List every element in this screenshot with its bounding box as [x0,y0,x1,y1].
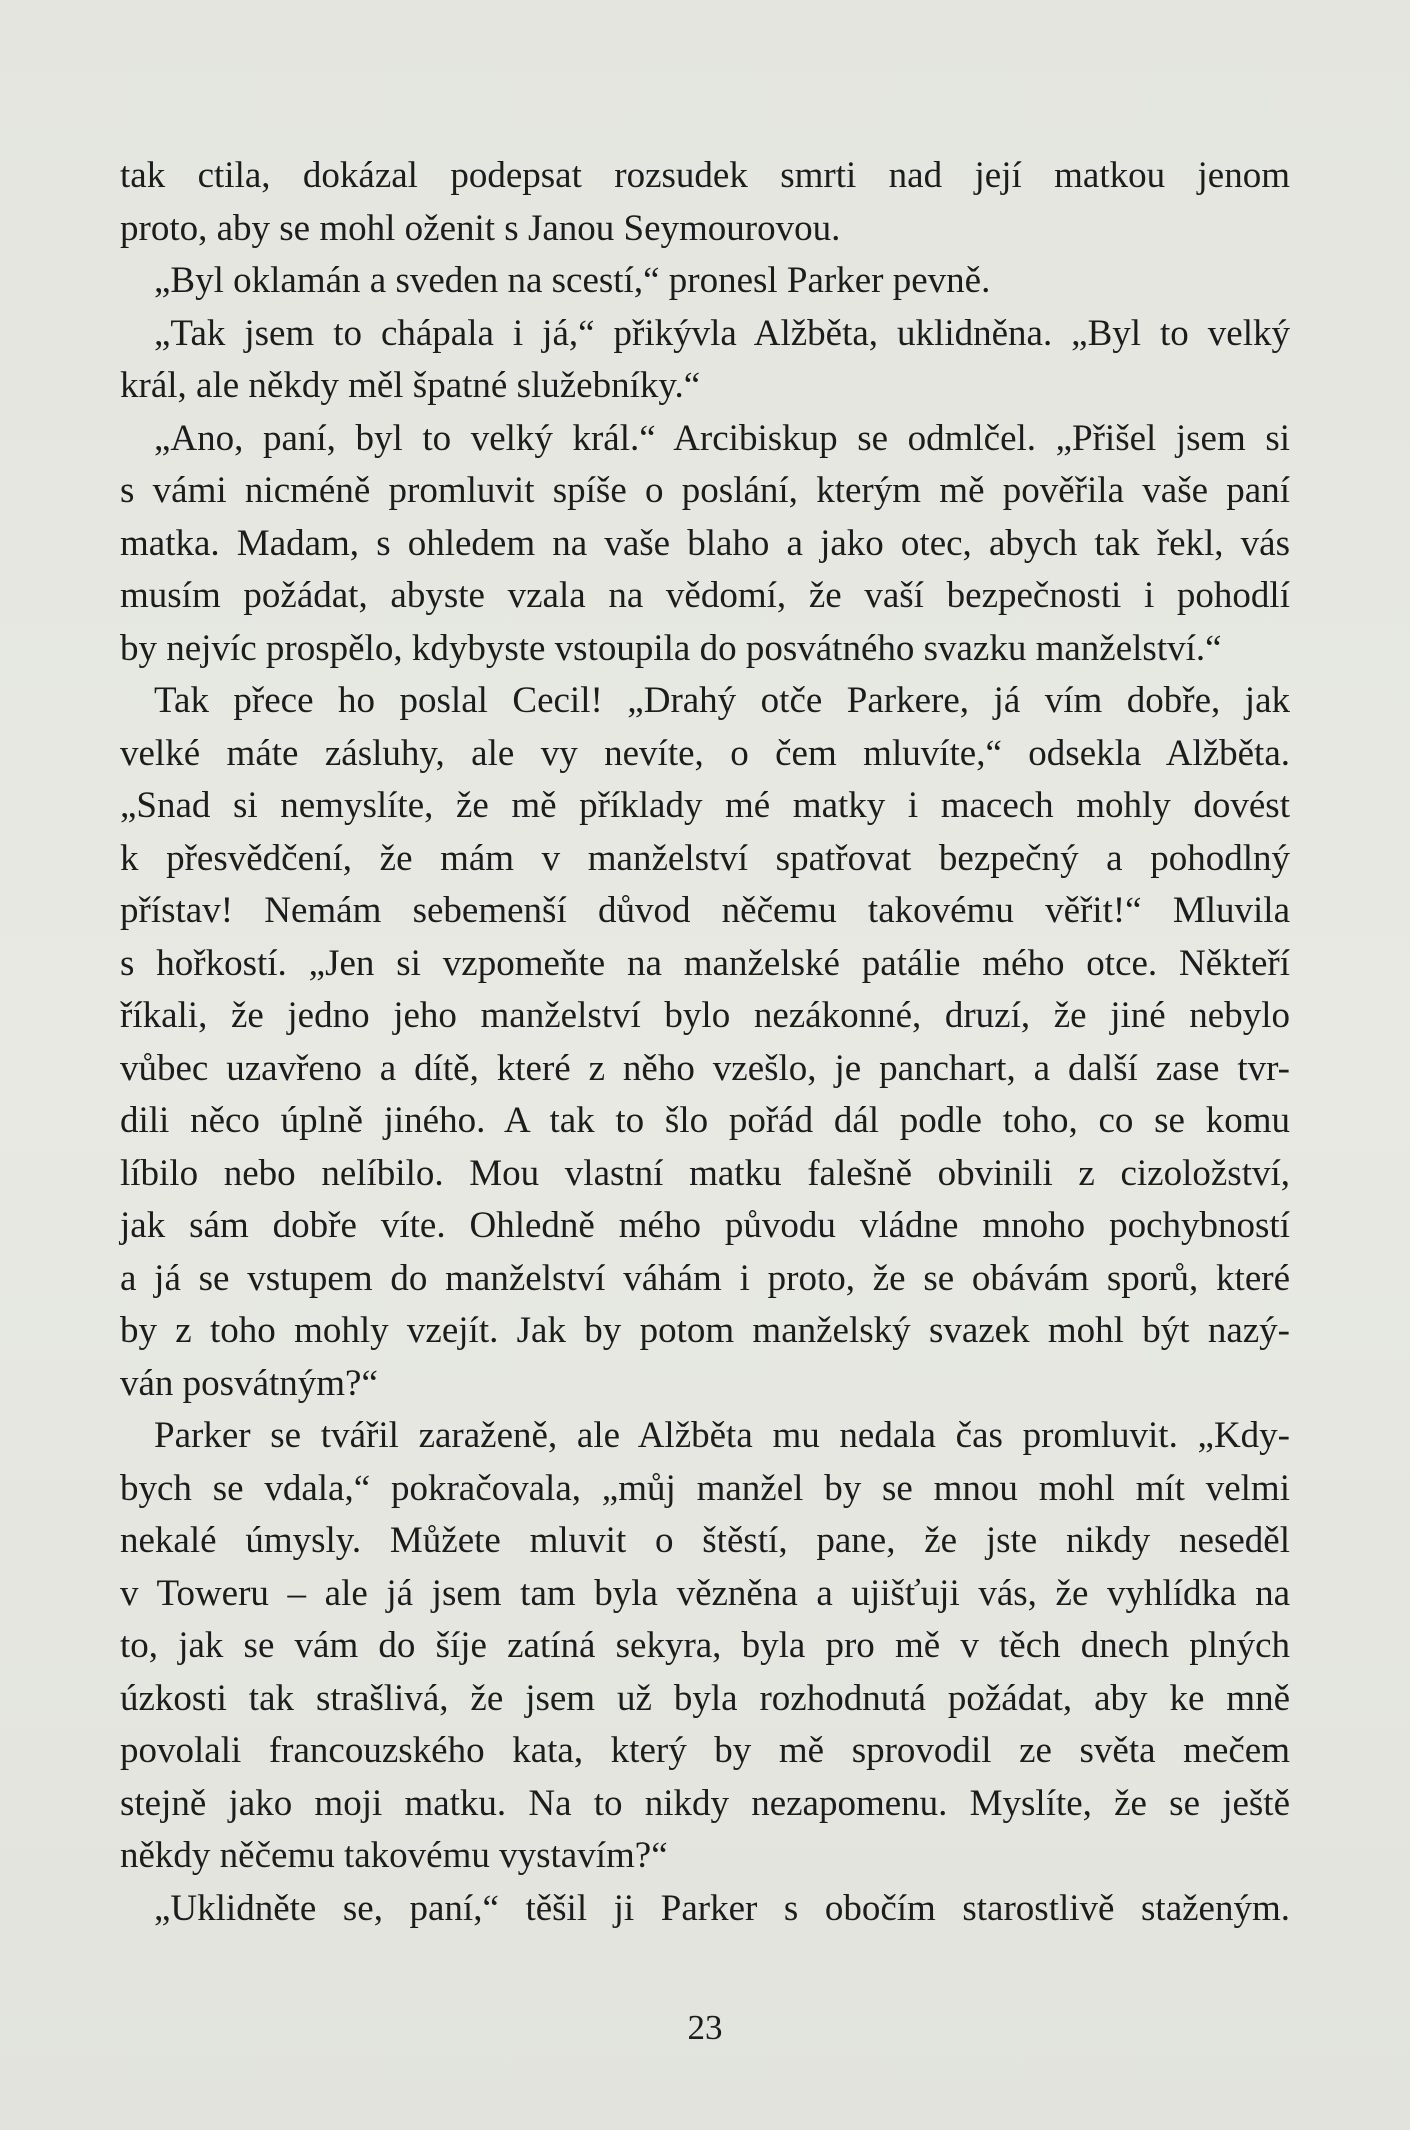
page-number: 23 [687,2008,723,2047]
text-line: musím požádat, abyste vzala na vědomí, že vaší bezpečnosti i pohodlí [120,575,1290,616]
text-line: král, ale někdy měl špatné služebníky.“ [120,365,701,406]
text-line: bych se vdala,“ pokračovala, „můj manžel by se mnou mohl mít velmi [120,1467,1290,1509]
text-line: Tak přece ho poslal Cecil! „Drahý otče Parkere, já vím dobře, jak [154,680,1290,721]
text-line: říkali, že jedno jeho manželství bylo nezákonné, druzí, že jiné nebylo [120,995,1290,1036]
text-line: k přesvědčení, že mám v manželství spatřovat bezpečný a pohodlný [120,837,1290,879]
text-line: matka. Madam, s ohledem na vaše blaho a jako otec, abych tak řekl, vás [120,522,1290,564]
text-line: a já se vstupem do manželství váhám i proto, že se obávám sporů, které [120,1257,1290,1299]
text-line: někdy něčemu takovému vystavím?“ [120,1835,668,1876]
text-line: tak ctila, dokázal podepsat rozsudek smrti nad její matkou jenom [120,155,1290,196]
text-line: by z toho mohly vzejít. Jak by potom manželský svazek mohl být nazý- [120,1310,1290,1351]
text-line: Parker se tvářil zaraženě, ale Alžběta mu nedala čas promluvit. „Kdy- [154,1415,1290,1456]
text-line: nekalé úmysly. Můžete mluvit o štěstí, pane, že jste nikdy neseděl [120,1520,1290,1561]
text-line: „Ano, paní, byl to velký král.“ Arcibiskup se odmlčel. „Přišel jsem si [154,417,1290,459]
text-line: s hořkostí. „Jen si vzpomeňte na manželské patálie mého otce. Někteří [120,942,1290,984]
text-line: s vámi nicméně promluvit spíše o poslání, kterým mě pověřila vaše paní [120,470,1290,511]
body-text [120,150,1290,1935]
text-line: „Byl oklamán a sveden na scestí,“ pronesl Parker pevně. [154,260,991,301]
paragraph [120,255,1290,308]
text-line: by nejvíc prospělo, kdybyste vstoupila do posvátného svazku manželství.“ [120,627,1222,669]
text-line: „Snad si nemyslíte, že mě příklady mé matky i macech mohly dovést [120,785,1290,826]
text-line: „Tak jsem to chápala i já,“ přikývla Alžběta, uklidněna. „Byl to velký [154,312,1290,354]
text-line: proto, aby se mohl oženit s Janou Seymourovou. [120,207,841,249]
text-line: úzkosti tak strašlivá, že jsem už byla rozhodnutá požádat, aby ke mně [120,1677,1290,1719]
text-line: přístav! Nemám sebemenší důvod něčemu takovému věřit!“ Mluvila [120,890,1290,931]
text-line: jak sám dobře víte. Ohledně mého původu vládne mnoho pochybností [120,1205,1290,1246]
text-line: velké máte zásluhy, ale vy nevíte, o čem mluvíte,“ odsekla Alžběta. [120,732,1290,774]
paragraph [120,308,1290,413]
paragraph [120,1410,1290,1883]
text-line: dili něco úplně jiného. A tak to šlo pořád dál podle toho, co se komu [120,1100,1290,1141]
text-line: povolali francouzského kata, který by mě sprovodil ze světa mečem [120,1730,1290,1771]
text-line: to, jak se vám do šíje zatíná sekyra, byla pro mě v těch dnech plných [120,1625,1290,1666]
paragraph [120,150,1290,255]
text-line: ván posvátným?“ [120,1362,378,1404]
paragraph [120,675,1290,1410]
text-line: „Uklidněte se, paní,“ těšil ji Parker s obočím starostlivě staženým. [154,1887,1290,1929]
text-line: stejně jako moji matku. Na to nikdy nezapomenu. Myslíte, že se ještě [120,1782,1290,1824]
text-line: vůbec uzavřeno a dítě, které z něho vzešlo, je panchart, a další zase tvr- [120,1047,1290,1089]
text-line: v Toweru – ale já jsem tam byla vězněna a ujišťuji vás, že vyhlídka na [120,1572,1290,1614]
text-line: líbilo nebo nelíbilo. Mou vlastní matku falešně obvinili z cizoložství, [120,1152,1290,1194]
paragraph [120,1883,1290,1936]
paragraph [120,413,1290,676]
